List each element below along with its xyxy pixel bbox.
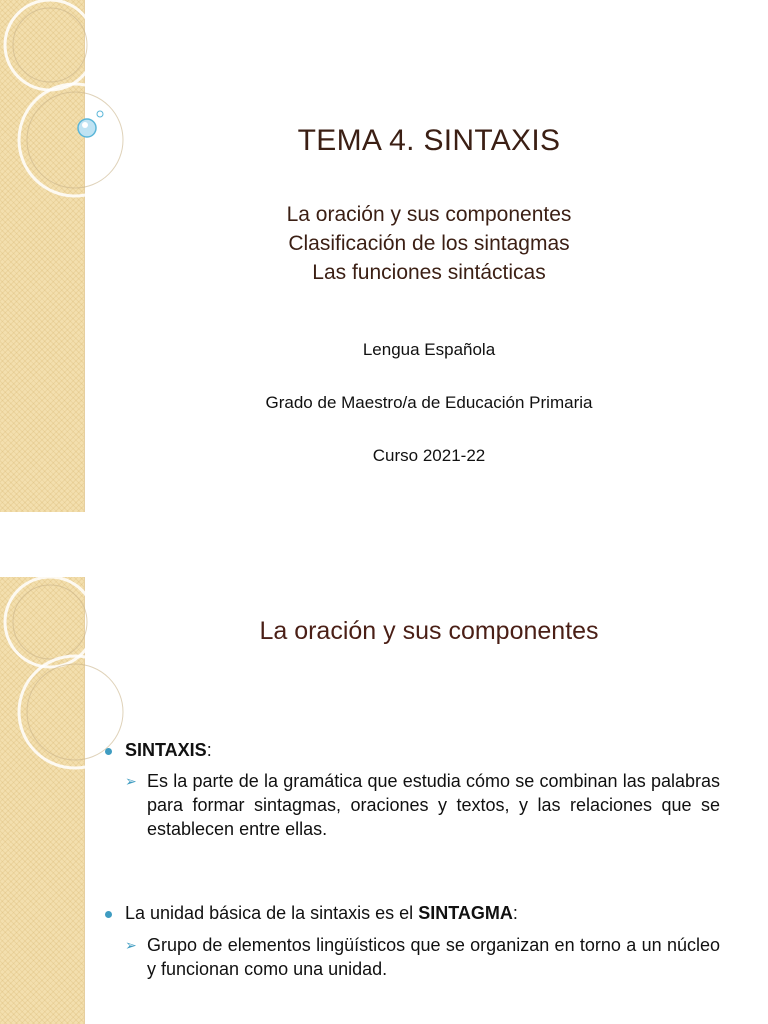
- content-slide: La oración y sus componentes SINTAXIS: ➢ Es la parte de la gramática que estudia cómo se combinan las palabras para formar sintagmas, oraciones y textos, y las relaciones que se establecen entre ellas. La unidad básica de la sintaxis es el SINTAGMA: ➢ Grupo de elementos lingüísticos que se organizan en torno a un núcleo y funcionan como una unidad.: [0, 577, 768, 1024]
- slide-separator: [0, 512, 768, 577]
- subtitle-line: La oración y sus componentes: [286, 203, 572, 226]
- academic-year: Curso 2021-22: [372, 446, 486, 465]
- subtitle-line: Clasificación de los sintagmas: [288, 232, 570, 255]
- subtitle-list: [90, 200, 768, 287]
- bullet-dot-icon: [105, 748, 112, 755]
- slide-title: La oración y sus componentes: [259, 617, 599, 645]
- definition-text: Es la parte de la gramática que estudia cómo se combinan las palabras para formar sintagmas, oraciones y textos, y las relaciones que se establecen entre ellas.: [147, 771, 720, 839]
- slide-title: TEMA 4. SINTAXIS: [297, 124, 561, 157]
- decorative-rings-icon: [0, 577, 130, 837]
- degree-name: Grado de Maestro/a de Educación Primaria: [265, 393, 593, 412]
- bullet-dot-icon: [105, 911, 112, 918]
- sub-bullet-item: [125, 769, 720, 841]
- subtitle-line: Las funciones sintácticas: [312, 261, 546, 284]
- arrow-bullet-icon: ➢: [125, 773, 137, 789]
- sub-bullet-item: [125, 933, 720, 981]
- definition-text: Grupo de elementos lingüísticos que se organizan en torno a un núcleo y funcionan como una unidad.: [147, 935, 720, 979]
- arrow-bullet-icon: ➢: [125, 937, 137, 953]
- term: SINTAXIS: [125, 740, 207, 760]
- term: SINTAGMA: [418, 903, 513, 923]
- course-name: Lengua Española: [362, 340, 496, 359]
